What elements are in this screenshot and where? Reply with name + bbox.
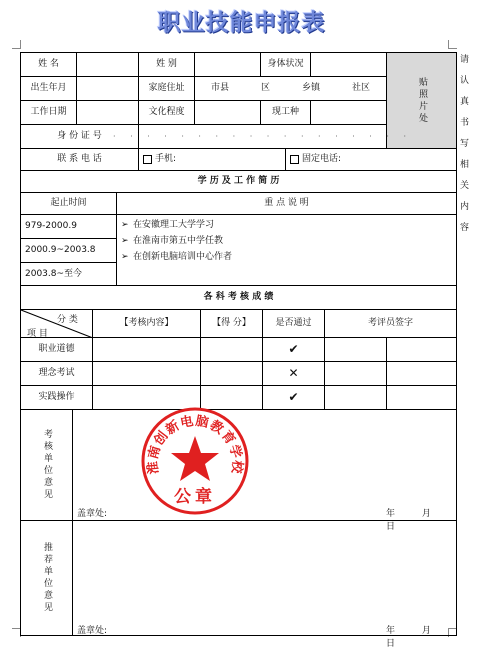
job-field[interactable] xyxy=(311,101,387,125)
official-seal xyxy=(140,406,250,516)
exam-row-1-name: 职业道德 xyxy=(21,338,93,362)
unit-stamp-label: 盖章处: xyxy=(77,509,108,519)
exam-row-3-name: 实践操作 xyxy=(21,386,93,410)
list-item: ➢ 在安徽理工大学学习 xyxy=(121,217,232,233)
district-label: 区 xyxy=(260,83,270,93)
work-date-label: 工作日期 xyxy=(21,101,77,125)
item-label: 项 目 xyxy=(27,329,48,339)
address-label: 家庭住址 xyxy=(139,77,195,101)
recommend-opinion-field[interactable] xyxy=(73,521,456,635)
exam-row-3-pass[interactable]: ✔ xyxy=(263,386,325,410)
arrow-bullet-icon: ➢ xyxy=(121,252,129,262)
seal-arc-text: 淮南创新电脑教育学校 xyxy=(145,413,245,475)
period-1: 979-2000.9 xyxy=(21,215,117,239)
recommend-stamp-label: 盖章处: xyxy=(77,626,108,636)
name-label: 姓 名 xyxy=(21,53,77,77)
key-notes-header: 重 点 说 明 xyxy=(117,193,456,215)
arrow-bullet-icon: ➢ xyxy=(121,236,129,246)
application-form xyxy=(20,52,457,649)
education-label: 文化程度 xyxy=(139,101,195,125)
gender-field[interactable] xyxy=(195,53,261,77)
crop-mark xyxy=(12,40,21,49)
city-label: 市县 xyxy=(210,83,229,93)
landline-field[interactable] xyxy=(286,149,456,171)
form-title: 职业技能申报表 xyxy=(157,10,326,36)
class-label: 分 类 xyxy=(57,315,78,325)
star-icon xyxy=(171,436,219,481)
unit-opinion-field[interactable] xyxy=(73,410,456,521)
unit-date: 年 月 日 xyxy=(386,509,431,532)
recommend-date: 年 月 日 xyxy=(386,626,431,649)
recommend-opinion-label-cell xyxy=(21,521,73,635)
seal-center-text: 公章 xyxy=(174,487,216,507)
period-2: 2000.9~2003.8 xyxy=(21,239,117,263)
mobile-field[interactable] xyxy=(139,149,286,171)
exam-row-1-extra[interactable] xyxy=(387,338,456,362)
unit-opinion-label: 考核单位意见 xyxy=(42,429,52,501)
gender-label: 姓 别 xyxy=(139,53,195,77)
period-3: 2003.8~至今 xyxy=(21,263,117,286)
id-label: 身 份 证 号 xyxy=(21,125,139,149)
birth-label: 出生年月 xyxy=(21,77,77,101)
exam-row-1-sign[interactable] xyxy=(325,338,387,362)
phone-label: 联 系 电 话 xyxy=(21,149,139,171)
list-item: ➢ 在淮南市第五中学任教 xyxy=(121,233,232,249)
resume-notes-list xyxy=(121,217,232,265)
work-date-field[interactable] xyxy=(77,101,139,125)
col-pass-header: 是否通过 xyxy=(263,310,325,338)
photo-label: 贴照片处 xyxy=(417,76,427,125)
resume-section-title: 学 历 及 工 作 简 历 xyxy=(21,171,456,193)
id-digit-slots: · · · · · · · · · · · · · · · · · · xyxy=(113,132,413,141)
side-note: 请认真书写相关内容 xyxy=(458,54,468,243)
crop-mark xyxy=(448,40,457,49)
mobile-label: 手机: xyxy=(155,154,177,164)
col-content-header: 【考核内容】 xyxy=(93,310,201,338)
exam-row-1-content[interactable] xyxy=(93,338,201,362)
town-label: 乡镇 xyxy=(301,83,320,93)
list-item: ➢ 在创新电脑培训中心作者 xyxy=(121,249,232,265)
exam-row-2-content[interactable] xyxy=(93,362,201,386)
health-label: 身体状况 xyxy=(261,53,311,77)
community-label: 社区 xyxy=(351,83,370,93)
start-time-header: 起止时间 xyxy=(21,193,117,215)
address-field[interactable] xyxy=(195,77,387,101)
exam-row-3-sign[interactable] xyxy=(325,386,387,410)
landline-checkbox[interactable] xyxy=(290,155,299,164)
arrow-bullet-icon: ➢ xyxy=(121,220,129,230)
unit-opinion-label-cell xyxy=(21,410,73,521)
col-score-header: 【得 分】 xyxy=(201,310,263,338)
job-label: 现工种 xyxy=(261,101,311,125)
exam-row-2-sign[interactable] xyxy=(325,362,387,386)
id-field[interactable] xyxy=(113,125,413,149)
exam-row-1-score[interactable] xyxy=(201,338,263,362)
mobile-checkbox[interactable] xyxy=(143,155,152,164)
landline-label: 固定电话: xyxy=(302,154,342,164)
exam-row-2-extra[interactable] xyxy=(387,362,456,386)
recommend-opinion-label: 推荐单位意见 xyxy=(42,542,52,614)
name-field[interactable] xyxy=(77,53,139,77)
exam-row-1-pass[interactable]: ✔ xyxy=(263,338,325,362)
health-field[interactable] xyxy=(311,53,387,77)
exam-row-2-pass[interactable]: ✕ xyxy=(263,362,325,386)
exam-section-title: 各 科 考 核 成 绩 xyxy=(21,286,456,310)
exam-row-2-score[interactable] xyxy=(201,362,263,386)
education-field[interactable] xyxy=(195,101,261,125)
exam-row-2-name: 理念考试 xyxy=(21,362,93,386)
col-sign-header: 考评员签字 xyxy=(325,310,456,338)
birth-field[interactable] xyxy=(77,77,139,101)
exam-row-3-extra[interactable] xyxy=(387,386,456,410)
